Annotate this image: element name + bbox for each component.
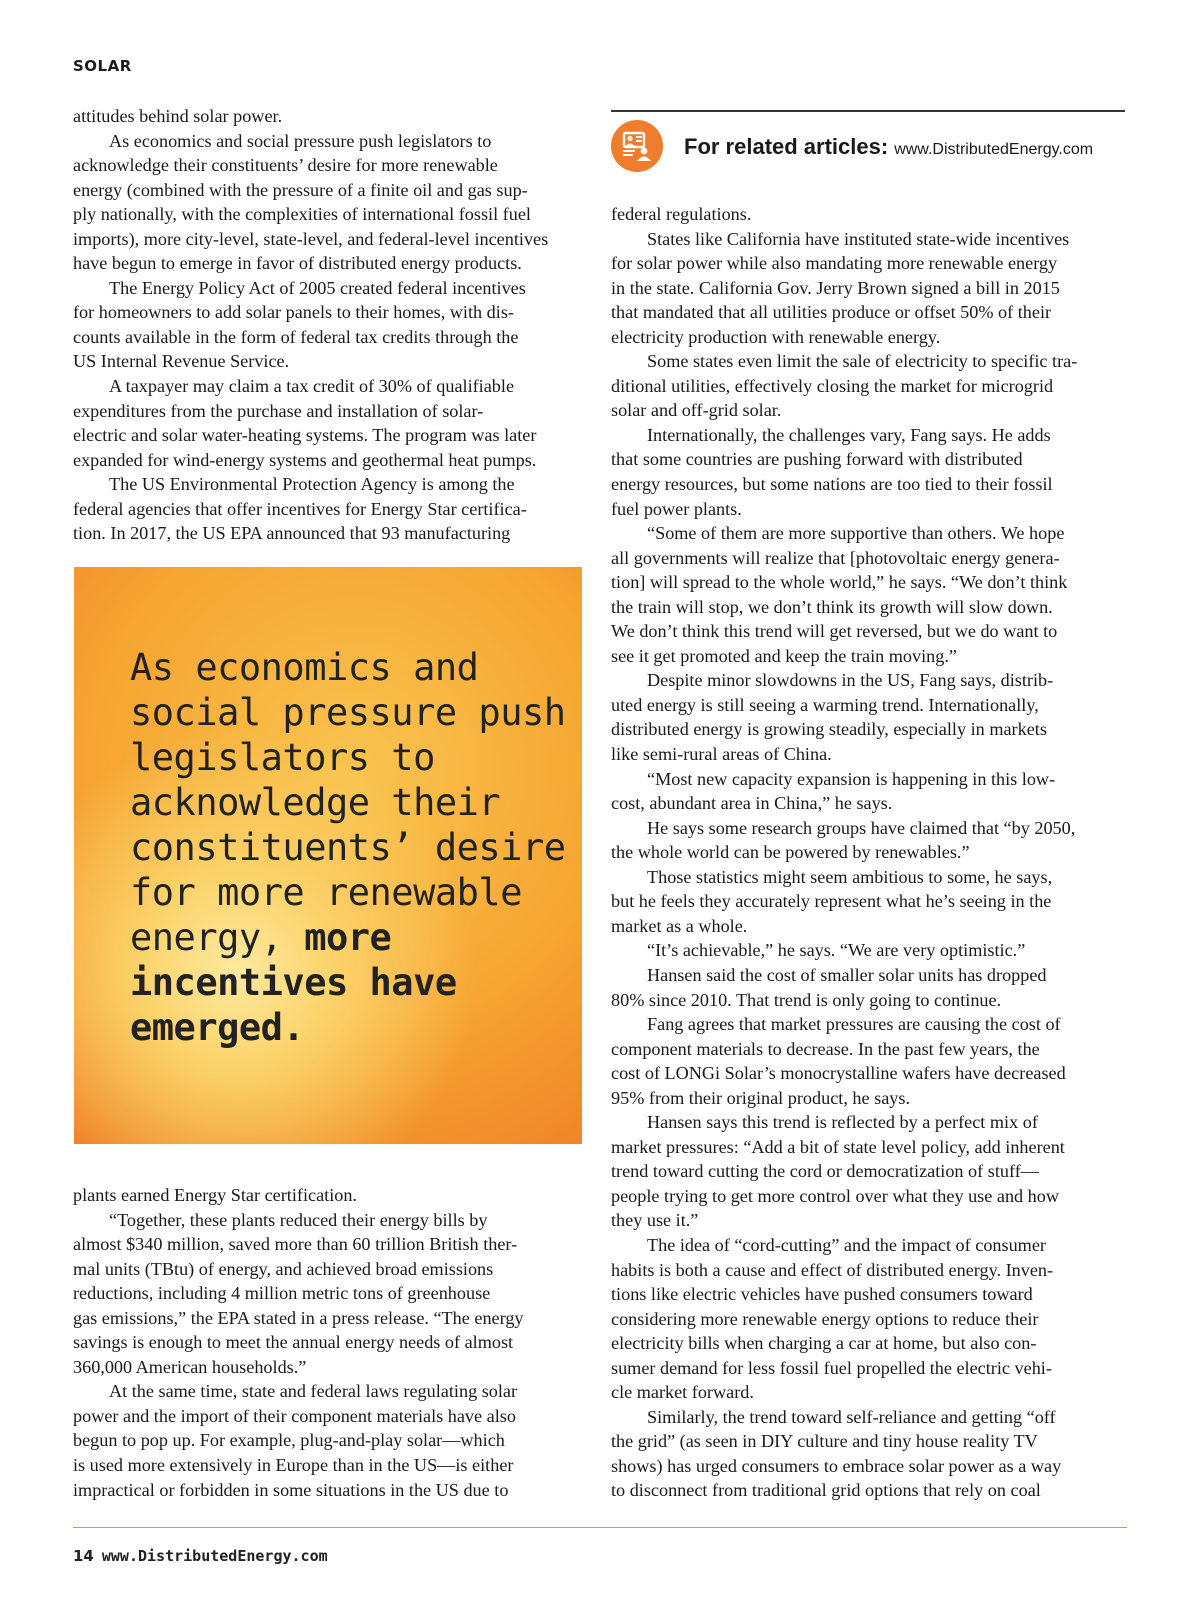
text-line: imports), more city-level, state-level, and federal-level incentives [73,228,549,249]
text-line: in the state. California Gov. Jerry Brown signed a bill in 2015 [611,277,1060,298]
text-line: that some countries are pushing forward with distributed [611,449,1023,470]
text-line: US Internal Revenue Service. [73,351,290,372]
text-line: uted energy is still seeing a warming trend. Internationally, [611,694,1039,715]
text-line: tion] will spread to the whole world,” he says. “We don’t think [611,572,1068,593]
text-line: 80% since 2010. That trend is only going to continue. [611,989,1002,1010]
text-line: electric and solar water-heating systems. The program was later [73,425,537,446]
text-line: energy (combined with the pressure of a finite oil and gas sup- [73,179,528,200]
text-line: market as a whole. [611,915,748,936]
text-line: for solar power while also mandating more renewable energy [611,253,1058,274]
text-line: shows) has urged consumers to embrace solar power as a way [611,1455,1062,1476]
text-line: attitudes behind solar power. [73,106,283,126]
text-line: Those statistics might seem ambitious to some, he says, [647,866,1053,887]
related-articles-label: For related articles: [684,134,889,159]
text-line: 360,000 American households.” [73,1356,307,1377]
pull-quote-regular: As economics and social pressure push legislators to acknowledge their constituents’ desire for more renewable energy, [130,646,566,959]
text-line: gas emissions,” the EPA stated in a press release. “The energy [73,1307,524,1328]
text-line: the train will stop, we don’t think its growth will slow down. [611,596,1053,617]
text-line: expanded for wind-energy systems and geothermal heat pumps. [73,449,537,470]
related-articles-icon [611,120,663,172]
text-line: see it get promoted and keep the train moving.” [611,645,957,666]
text-line: expenditures from the purchase and installation of solar- [73,400,484,421]
text-line: almost $340 million, saved more than 60 trillion British ther- [73,1234,518,1255]
text-line: “Together, these plants reduced their energy bills by [109,1209,488,1230]
related-articles-link[interactable]: www.DistributedEnergy.com [894,141,1094,158]
left-column-top [73,104,588,546]
pull-quote-bold: more incentives have emerged. [130,916,457,1049]
text-line: ditional utilities, effectively closing the market for microgrid [611,375,1054,396]
text-line: At the same time, state and federal laws regulating solar [109,1381,518,1402]
text-line: plants earned Energy Star certification. [73,1185,357,1205]
text-line: The idea of “cord-cutting” and the impact of consumer [647,1234,1046,1255]
text-line: electricity production with renewable energy. [611,326,941,347]
text-line: The Energy Policy Act of 2005 created federal incentives [109,277,526,298]
text-line: like semi-rural areas of China. [611,744,832,765]
text-line: solar and off-grid solar. [611,400,782,421]
text-line: ply nationally, with the complexities of international fossil fuel [73,204,531,225]
text-line: energy resources, but some nations are too tied to their fossil [611,474,1053,495]
text-line: cost of LONGi Solar’s monocrystalline wafers have decreased [611,1063,1066,1084]
text-line: all governments will realize that [photovoltaic energy genera- [611,547,1060,568]
text-line: the whole world can be powered by renewables.” [611,842,970,863]
text-line: A taxpayer may claim a tax credit of 30% of qualifiable [109,376,515,397]
page-number: 14 [73,1547,94,1565]
text-line: market pressures: “Add a bit of state level policy, add inherent [611,1136,1065,1157]
text-line: considering more renewable energy options to reduce their [611,1308,1039,1329]
text-line: federal agencies that offer incentives for Energy Star certifica- [73,498,527,519]
section-label: SOLAR [73,57,132,75]
text-line: reductions, including 4 million metric tons of greenhouse [73,1283,491,1304]
page-footer [73,1547,328,1565]
text-line: 95% from their original product, he says. [611,1087,911,1108]
text-line: Hansen says this trend is reflected by a perfect mix of [647,1112,1038,1133]
text-line: Hansen said the cost of smaller solar units has dropped [647,964,1047,985]
text-line: savings is enough to meet the annual energy needs of almost [73,1332,514,1353]
text-line: Fang agrees that market pressures are causing the cost of [647,1014,1061,1035]
text-line: sumer demand for less fossil fuel propelled the electric vehi- [611,1357,1052,1378]
text-line: Despite minor slowdowns in the US, Fang says, distrib- [647,670,1054,691]
text-line: the grid” (as seen in DIY culture and tiny house reality TV [611,1431,1038,1452]
text-line: electricity bills when charging a car at home, but also con- [611,1333,1037,1354]
text-line: cost, abundant area in China,” he says. [611,793,893,814]
text-line: counts available in the form of federal tax credits through the [73,326,519,347]
text-line: Some states even limit the sale of electricity to specific tra- [647,351,1078,372]
right-column [611,202,1126,1503]
text-line: mal units (TBtu) of energy, and achieved broad emissions [73,1258,494,1279]
text-line: distributed energy is growing steadily, especially in markets [611,719,1047,740]
text-line: Similarly, the trend toward self-reliance and getting “off [647,1406,1056,1427]
text-line: for homeowners to add solar panels to their homes, with dis- [73,302,514,323]
text-line: federal regulations. [611,204,752,224]
text-line: habits is both a cause and effect of distributed energy. Inven- [611,1259,1054,1280]
pull-quote-text [130,645,570,1050]
text-line: begun to pop up. For example, plug-and-play solar—which [73,1430,505,1451]
footer-divider [73,1527,1127,1528]
left-column-bottom [73,1183,588,1502]
text-line: is used more extensively in Europe than in the US—is either [73,1455,514,1476]
text-line: trend toward cutting the cord or democratization of stuff— [611,1161,1039,1182]
text-line: people trying to get more control over what they use and how [611,1185,1060,1206]
text-line: We don’t think this trend will get reversed, but we do want to [611,621,1058,642]
text-line: that mandated that all utilities produce or offset 50% of their [611,302,1052,323]
text-line: Internationally, the challenges vary, Fang says. He adds [647,424,1051,445]
text-line: acknowledge their constituents’ desire for more renewable [73,155,498,176]
text-line: impractical or forbidden in some situations in the US due to [73,1479,509,1500]
text-line: “It’s achievable,” he says. “We are very optimistic.” [647,940,1026,961]
pull-quote-box [74,567,582,1144]
text-line: have begun to emerge in favor of distributed energy products. [73,253,522,274]
related-articles [684,134,1093,160]
text-line: cle market forward. [611,1382,754,1403]
text-line: “Most new capacity expansion is happening in this low- [647,768,1056,789]
footer-site-link[interactable]: www.DistributedEnergy.com [101,1547,328,1565]
text-line: they use it.” [611,1210,699,1231]
text-line: fuel power plants. [611,498,742,519]
text-line: tions like electric vehicles have pushed consumers toward [611,1284,1033,1305]
text-line: The US Environmental Protection Agency is among the [109,474,515,495]
text-line: He says some research groups have claimed that “by 2050, [647,817,1076,838]
text-line: States like California have instituted state-wide incentives [647,228,1070,249]
related-divider [611,110,1125,112]
text-line: As economics and social pressure push legislators to [109,130,492,151]
text-line: but he feels they accurately represent what he’s seeing in the [611,891,1052,912]
text-line: “Some of them are more supportive than others. We hope [647,523,1065,544]
text-line: tion. In 2017, the US EPA announced that 93 manufacturing [73,523,511,544]
text-line: power and the import of their component materials have also [73,1405,516,1426]
text-line: component materials to decrease. In the past few years, the [611,1038,1040,1059]
text-line: to disconnect from traditional grid options that rely on coal [611,1480,1041,1501]
